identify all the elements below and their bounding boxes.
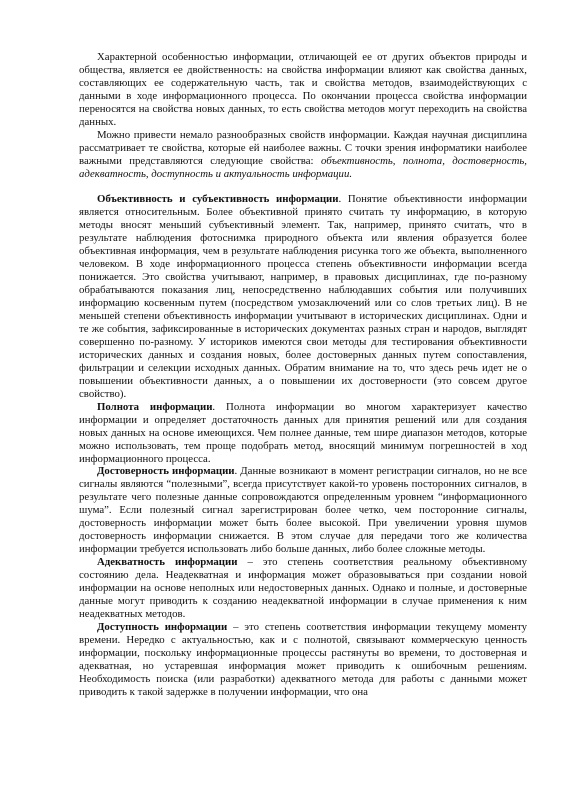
term-objectivity: Объективность и субъективность информации xyxy=(97,193,339,206)
paragraph-reliability xyxy=(79,465,527,556)
paragraph-text: – это степень соответствия информации текущему моменту времени. Нередко с актуальностью, как и с полнотой, связывают коммерческую ценность информации, поскольку информационные процессы растянуты во времени, то достоверная и адекватная, но устаревшая информация может приводить к ошибочным решениям. Необходимость поиска (или разработки) адекватного метода для работы с данными может приводить к такой задержке в получении информации, что она xyxy=(79,620,527,698)
term-completeness: Полнота информации xyxy=(97,400,213,413)
document-body xyxy=(79,51,527,699)
paragraph-text: Характерной особенностью информации, отличающей ее от других объектов природы и общества, является ее двойственность: на свойства информации влияют как свойства данных, составляющих ее содержательную часть, так и свойства методов, взаимодействующих с данными в ходе информационного процесса. По окончании процесса свойства информации переносятся на свойства новых данных, то есть свойства методов могут переходить на свойства данных. xyxy=(79,51,527,128)
term-adequacy: Адекватность информации xyxy=(97,556,238,569)
term-accessibility: Доступность информации xyxy=(97,620,228,633)
paragraph-objectivity xyxy=(79,193,527,400)
paragraph-text: – это степень соответствия реальному объективному состоянию дела. Неадекватная и информация может образовываться при создании новой информации на основе неполных или недостоверных данных. Однако и полные, и достоверные данные могут приводить к созданию неадекватной информации в случае применения к ним неадекватных методов. xyxy=(79,556,527,620)
paragraph-completeness xyxy=(79,401,527,466)
properties-list-italic: объективность, полнота, достоверность, адекватность, доступность и актуальность информации. xyxy=(79,154,527,180)
paragraph-text: . Полнота информации во многом характеризует качество информации и определяет достаточность данных для принятия решений или для создания новых данных на основе имеющихся. Чем полнее данные, тем шире диапазон методов, которые можно использовать, тем проще подобрать метод, вносящий минимум погрешностей в ход информационного процесса. xyxy=(79,400,527,465)
paragraph-accessibility xyxy=(79,621,527,699)
paragraph-properties-list xyxy=(79,129,527,181)
paragraph-intro xyxy=(79,51,527,129)
paragraph-adequacy xyxy=(79,556,527,621)
paragraph-text: . Понятие объективности информации является относительным. Более объективной принято считать ту информацию, в которую методы вносят меньший субъективный элемент. Так, например, принято считать, что в результате наблюдения фотоснимка природного объекта или явления образуется более объективная информация, чем в результате наблюдения рисунка того же объекта, выполненного человеком. В ходе информационного процесса степень объективности информации всегда понижается. Это свойства учитывают, например, в правовых дисциплинах, где по-разному обрабатываются показания лиц, непосредственно наблюдавших события или получивших информацию косвенным путем (посредством умозаключений или со слов третьих лиц). В не меньшей степени объективность информации учитывают в исторических дисциплинах. Одни и те же события, зафиксированные в исторических документах разных стран и народов, выглядят совершенно по-разному. У историков имеются свои методы для тестирования объективности исторических данных и создания новых, более достоверных данных путем сопоставления, фильтрации и селекции исходных данных. Обратим внимание на то, что здесь речь идет не о повышении объективности данных, а о повышении их достоверности (это совсем другое свойство). xyxy=(79,193,527,400)
paragraph-text: . Данные возникают в момент регистрации сигналов, но не все сигналы являются “полезными”, всегда присутствует какой-то уровень посторонних сигналов, в результате чего полезные данные сопровождаются определенным уровнем “информационного шума”. Если полезный сигнал зарегистрирован более четко, чем посторонние сигналы, достоверность информации может быть более высокой. При увеличении уровня шумов достоверность информации снижается. В этом случае для передачи того же количества информации требуется использовать либо больше данных, либо более сложные методы. xyxy=(79,465,527,556)
paragraph-text: Можно привести немало разнообразных свойств информации. Каждая научная дисциплина рассматривает те свойства, которые ей наиболее важны. С точки зрения информатики наиболее важными представляются следующие свойства: xyxy=(79,128,527,167)
term-reliability: Достоверность информации xyxy=(97,465,235,478)
